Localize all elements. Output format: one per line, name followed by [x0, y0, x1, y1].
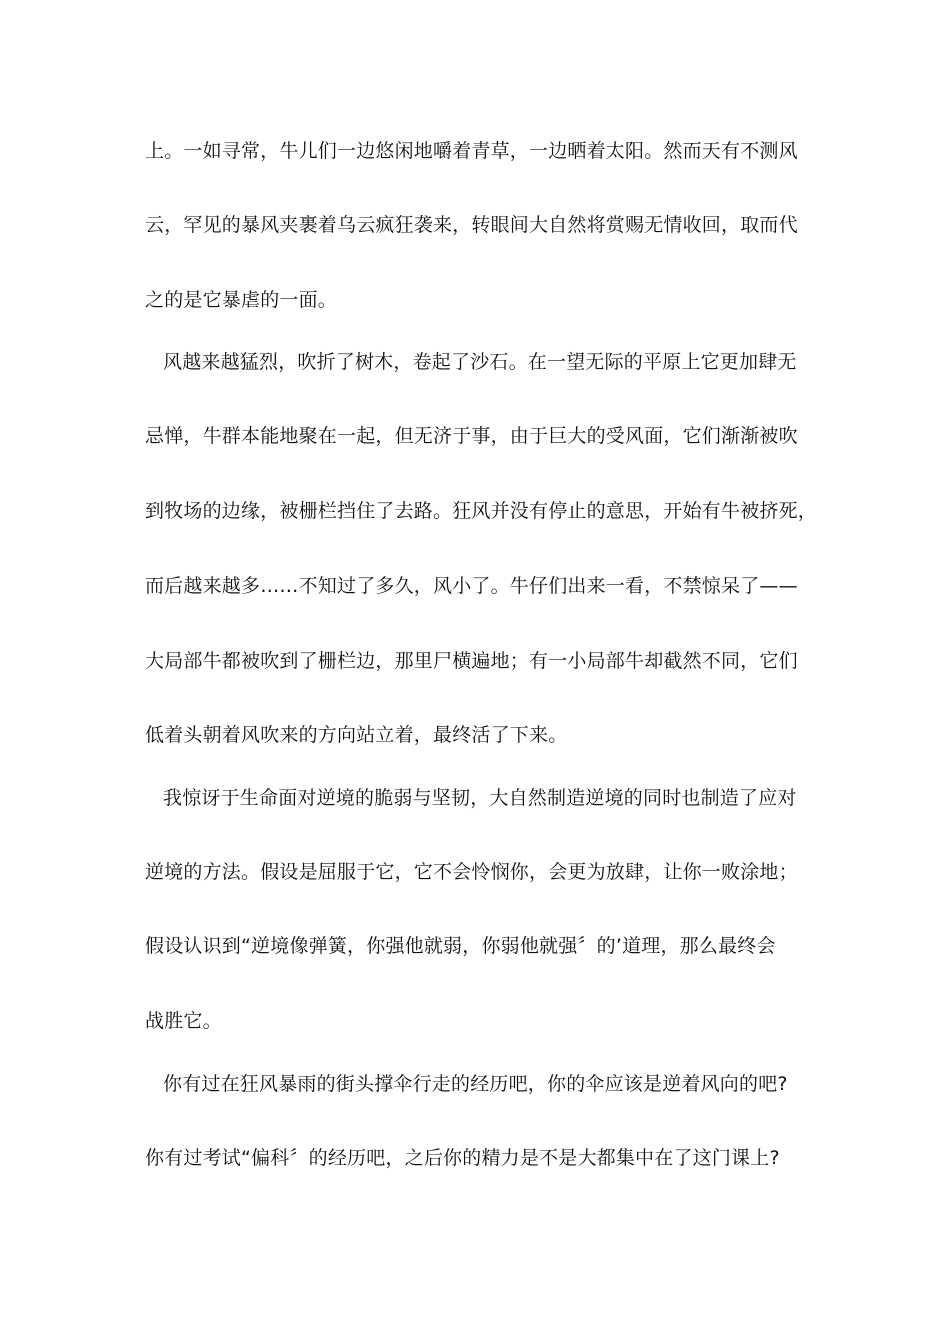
text-line: 大局部牛都被吹到了栅栏边，那里尸横遍地；有一小局部牛却截然不同，它们 — [145, 650, 798, 672]
text-line: 到牧场的边缘，被栅栏挡住了去路。狂风并没有停止的意思，开始有牛被挤死， — [145, 500, 818, 522]
paragraph-start-line: 你有过在狂风暴雨的街头撑伞行走的经历吧，你的伞应该是逆着风向的吧? — [163, 1073, 788, 1095]
text-line: 假设认识到“逆境像弹簧，你强他就弱，你弱他就强〞的’道理，那么最终会 — [145, 935, 776, 957]
text-line: 低着头朝着风吹来的方向站立着，最终活了下来。 — [145, 724, 568, 746]
text-line: 忌惮，牛群本能地聚在一起，但无济于事，由于巨大的受风面，它们渐渐被吹 — [145, 425, 798, 447]
paragraph-start-line: 风越来越猛烈，吹折了树木，卷起了沙石。在一望无际的平原上它更加肆无 — [163, 351, 797, 373]
text-line: 而后越来越多……不知过了多久，风小了。牛仔们出来一看，不禁惊呆了—— — [145, 575, 798, 597]
paragraph-start-line: 我惊讶于生命面对逆境的脆弱与坚韧，大自然制造逆境的同时也制造了应对 — [163, 787, 797, 809]
text-line: 上。一如寻常，牛儿们一边悠闲地嚼着青草，一边晒着太阳。然而天有不测风 — [145, 140, 798, 162]
text-line: 战胜它。 — [145, 1010, 222, 1032]
text-line: 之的是它暴虐的一面。 — [145, 289, 338, 311]
text-line: 你有过考试“偏科〞的经历吧，之后你的精力是不是大都集中在了这门课上? — [145, 1147, 780, 1169]
text-line: 云，罕见的暴风夹裹着乌云疯狂袭来，转眼间大自然将赏赐无情收回，取而代 — [145, 214, 798, 236]
text-line: 逆境的方法。假设是屈服于它，它不会怜悯你，会更为放肆，让你一败涂地； — [145, 861, 798, 883]
